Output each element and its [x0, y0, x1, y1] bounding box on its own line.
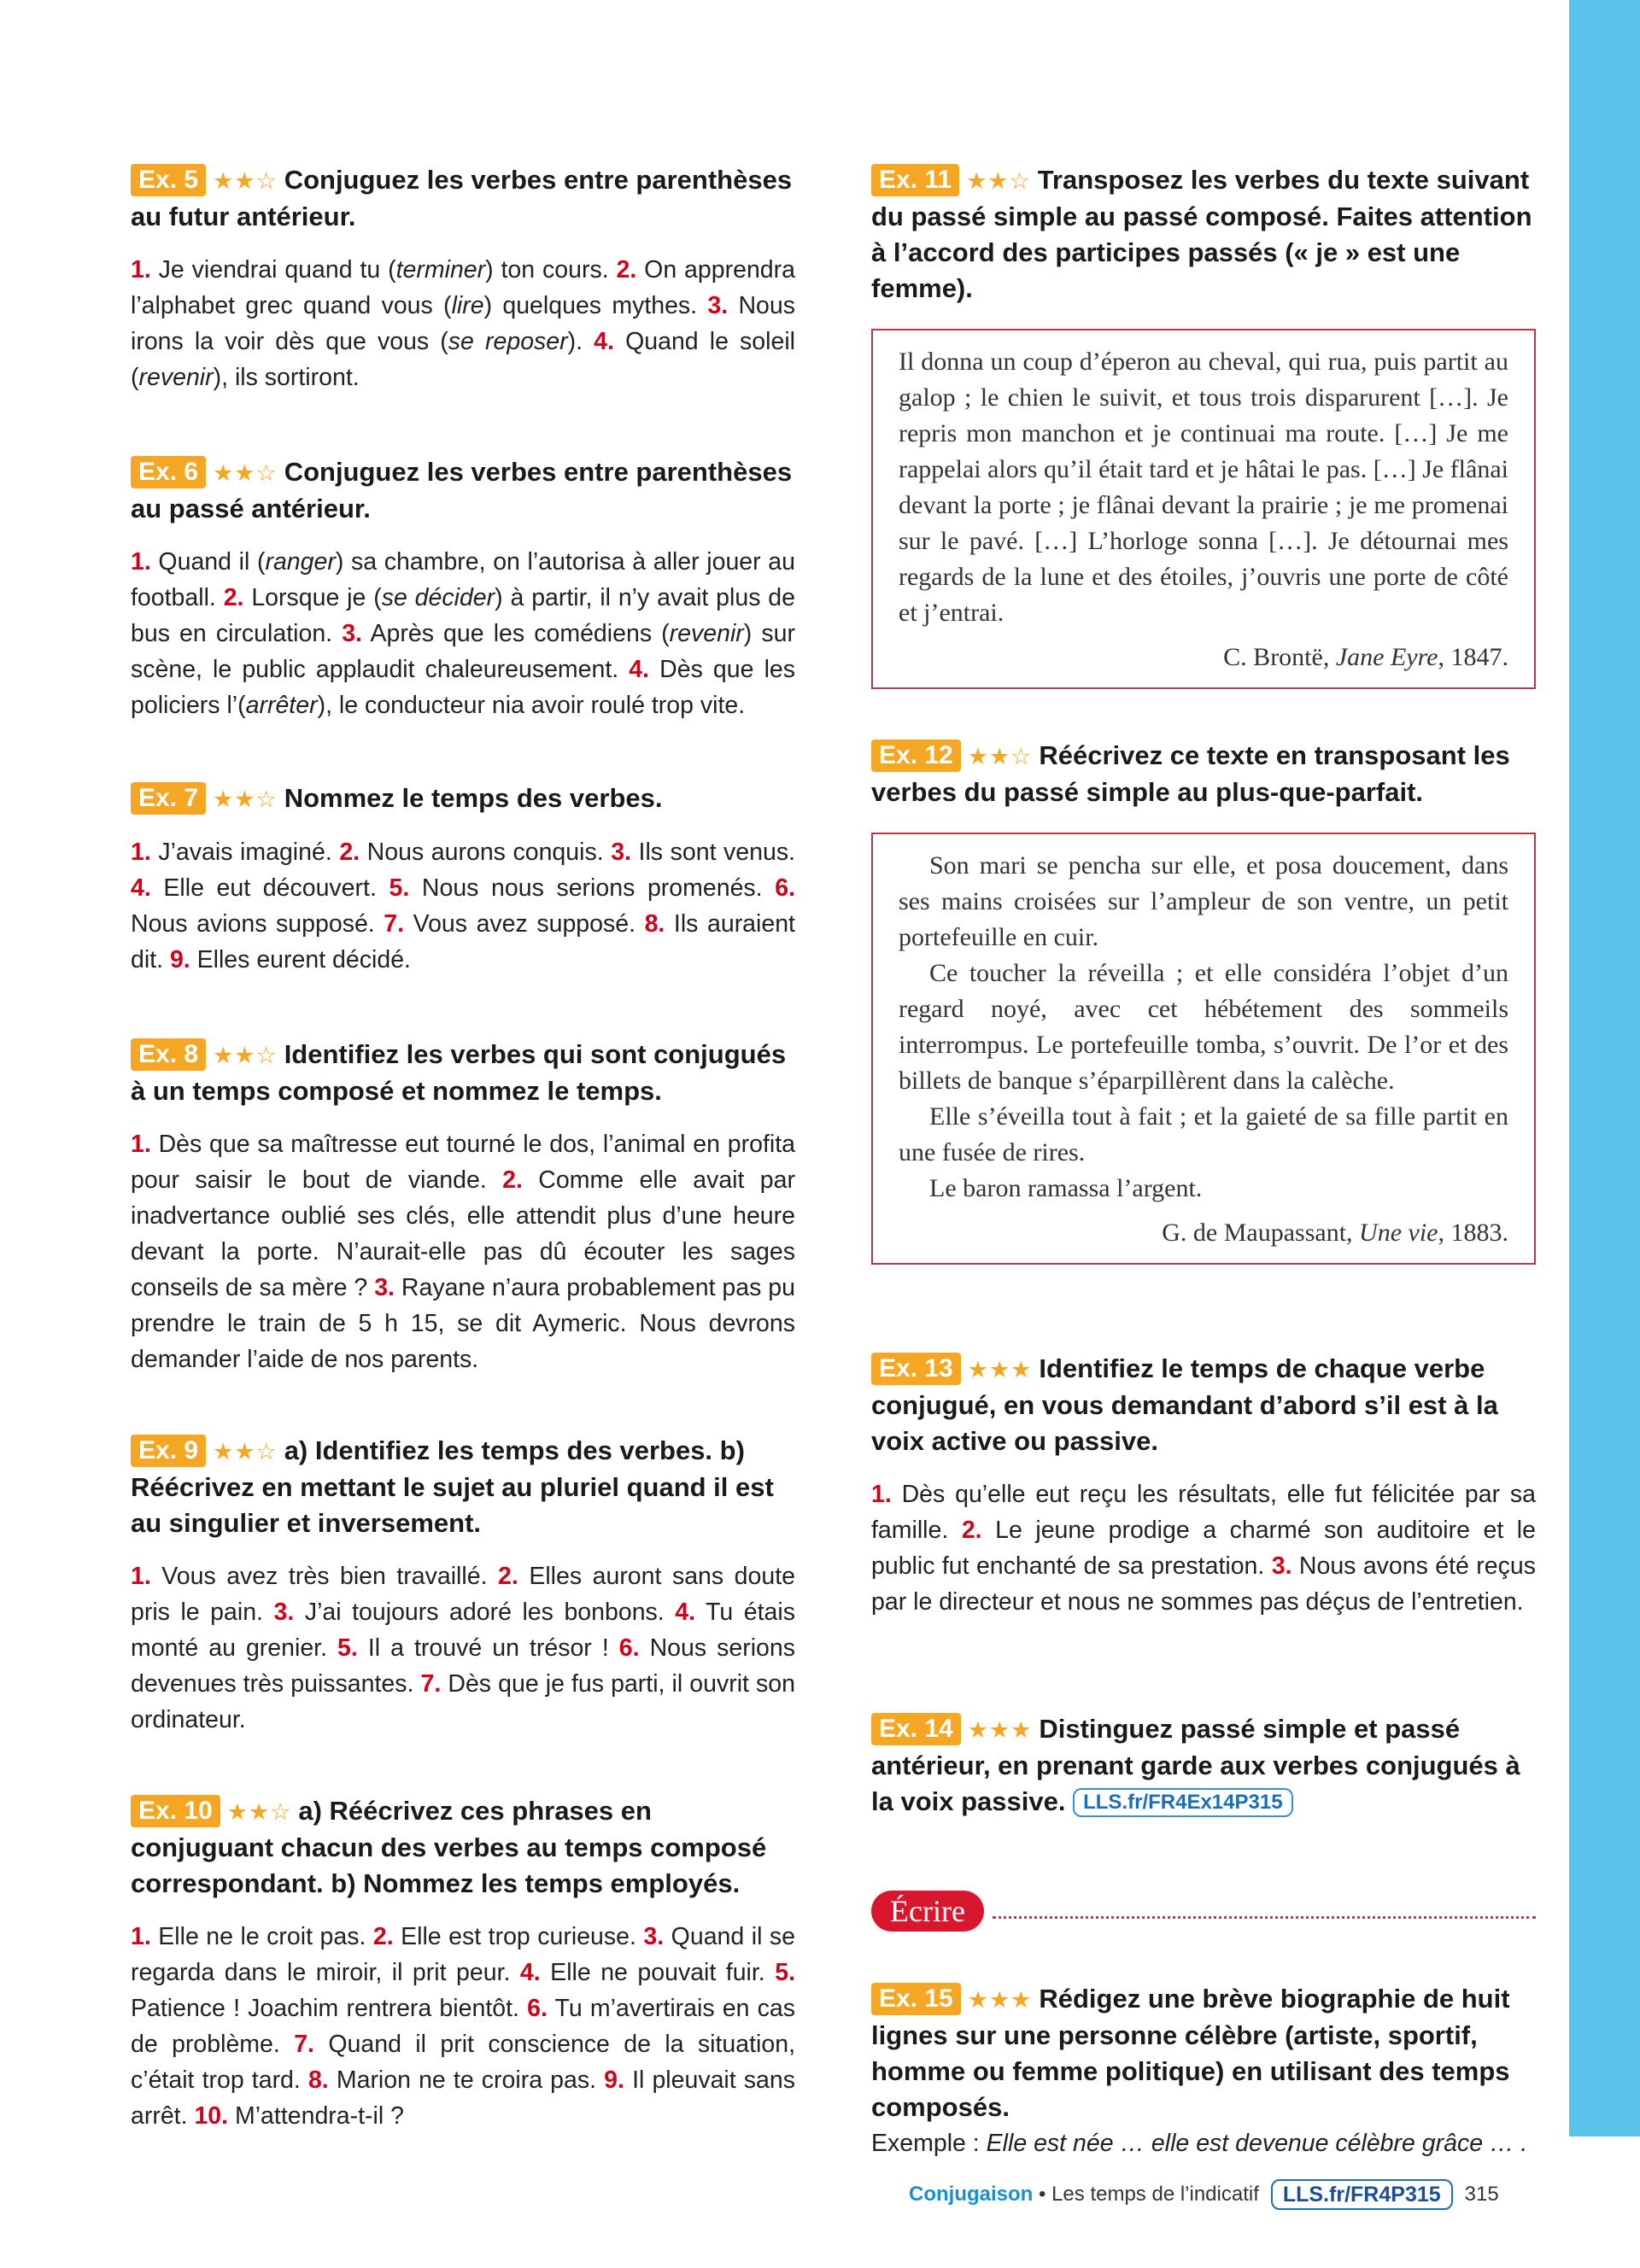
question-item: 4. Tu étais monté au grenier. [131, 1599, 795, 1662]
exercise-13-items [871, 1476, 1536, 1620]
verb-infinitive: se décider [381, 584, 495, 611]
question-item: 2. Nous aurons conquis. [339, 839, 612, 866]
question-number: 4. [675, 1599, 696, 1626]
question-number: 10. [194, 2102, 229, 2130]
question-item: 3. Nous irons la voir dès que vous (se reposer). [131, 292, 796, 355]
question-item: 9. Il pleuvait sans arrêt. [131, 2066, 795, 2130]
question-item: 2. Elles auront sans doute pris le pain. [131, 1563, 795, 1626]
verb-infinitive: revenir [138, 364, 214, 391]
exercise-14-link[interactable]: LLS.fr/FR4Ex14P315 [1073, 1788, 1292, 1817]
verb-infinitive: arrêter [245, 692, 318, 719]
question-number: 1. [131, 1923, 151, 1950]
exercise-badge: Ex. 11 [871, 164, 959, 196]
question-number: 1. [871, 1481, 892, 1508]
exercise-badge: Ex. 9 [131, 1435, 206, 1467]
question-item: 1. Je viendrai quand tu (terminer) ton cours. [131, 256, 617, 284]
question-item: 3. Nous avons été reçus par le directeur et nous ne sommes pas déçus de l’entretien. [871, 1552, 1536, 1616]
question-item: 6. Nous avions supposé. [131, 874, 795, 938]
question-number: 9. [169, 946, 190, 973]
question-number: 3. [611, 839, 631, 866]
exercise-6-heading [131, 454, 795, 527]
dotted-divider [993, 1904, 1536, 1919]
question-number: 6. [775, 874, 795, 902]
excerpt-box [871, 833, 1536, 1265]
question-item: 4. Quand le soleil (revenir), ils sortiront. [131, 328, 796, 391]
exercise-badge: Ex. 13 [871, 1353, 961, 1385]
source-title: Une vie [1359, 1219, 1438, 1247]
source-title: Jane Eyre [1335, 643, 1438, 671]
verb-infinitive: terminer [395, 256, 486, 284]
question-number: 3. [643, 1923, 665, 1950]
exercise-12-heading [871, 738, 1536, 810]
exercise-11-heading [871, 162, 1536, 307]
exercise-15 [871, 1981, 1536, 2161]
question-item: 1. J’avais imaginé. [131, 839, 340, 866]
question-number: 2. [502, 1166, 523, 1194]
exercise-9-items [131, 1558, 795, 1738]
ecrire-section-header [871, 1891, 1536, 1932]
exercise-8-items [131, 1126, 795, 1377]
side-accent-bar [1569, 0, 1640, 2136]
example-label: Exemple : [871, 2130, 987, 2157]
question-number: 6. [527, 1995, 548, 2022]
question-number: 7. [420, 1670, 442, 1698]
verb-infinitive: revenir [669, 620, 744, 647]
page-footer [909, 2179, 1499, 2210]
footer-link[interactable]: LLS.fr/FR4P315 [1271, 2179, 1453, 2210]
question-number: 2. [498, 1563, 518, 1590]
exercise-8-heading [131, 1037, 795, 1109]
question-number: 5. [389, 874, 410, 902]
exercise-7-items [131, 834, 795, 978]
exercise-12 [871, 738, 1536, 1265]
source-year: , 1847. [1438, 643, 1508, 671]
question-number: 1. [131, 1563, 151, 1590]
exercise-instruction: Nommez le temps des verbes. [284, 783, 663, 813]
exercise-5-items [131, 252, 795, 395]
question-number: 4. [629, 656, 650, 683]
question-item: 2. Elle est trop curieuse. [372, 1923, 644, 1950]
source-author: G. de Maupassant, [1162, 1219, 1360, 1247]
question-number: 8. [644, 910, 665, 938]
question-item: 5. Il a trouvé un trésor ! [337, 1634, 619, 1662]
page-number: 315 [1464, 2183, 1499, 2206]
question-item: 7. Dès que je fus parti, il ouvrit son ordinateur. [131, 1670, 795, 1733]
excerpt-paragraph: Le baron ramassa l’argent. [929, 1174, 1203, 1202]
exercise-15-heading [871, 1981, 1536, 2125]
exercise-instruction: Rédigez une brève biographie de huit lignes sur une personne célèbre (artiste, sportif, homme ou femme politique) en utilisant des temps composés. [871, 1984, 1510, 2122]
question-item: 4. Elle ne pouvait fuir. [519, 1959, 776, 1986]
question-item: 1. Quand il (ranger) sa chambre, on l’autorisa à aller jouer au football. [131, 548, 795, 611]
exercise-instruction: a) Réécrivez ces phrases en conjuguant chacun des verbes au temps composé correspondant. b) Nommez les temps employés. [131, 1796, 767, 1898]
exercise-badge: Ex. 10 [131, 1795, 220, 1827]
exercise-13 [871, 1351, 1536, 1620]
question-number: 6. [618, 1634, 640, 1662]
difficulty-stars-icon: ★★☆ [213, 1043, 278, 1068]
difficulty-stars-icon: ★★☆ [213, 786, 278, 812]
exercise-badge: Ex. 6 [131, 456, 206, 488]
excerpt-text: Il donna un coup d’éperon au cheval, qui rua, puis partit au galop ; le chien le suivit, et tous trois disparurent […]. Je repris mon manchon et je continuai ma route. […] Je me rappelai alors qu’il était tard et je hâtai le pas. […] Je flânai devant la porte ; je flânai devant la prairie ; je me promenai sur le pavé. […] L’horloge sonna […]. Je détournai mes regards de la lune et des étoiles, j’ouvris une porte de côté et j’entrai. [899, 348, 1508, 627]
exercise-6 [131, 454, 795, 723]
source-author: C. Brontë, [1223, 643, 1336, 671]
exercise-10 [131, 1793, 795, 2134]
exercise-instruction: Distinguez passé simple et passé antérieur, en prenant garde aux verbes conjugués à la voix passive. [871, 1714, 1520, 1816]
verb-infinitive: lire [451, 292, 484, 319]
question-number: 1. [131, 256, 151, 284]
difficulty-stars-icon: ★★☆ [213, 460, 278, 486]
difficulty-stars-icon: ★★☆ [213, 168, 278, 194]
exercise-11 [871, 162, 1536, 689]
exercise-badge: Ex. 5 [131, 164, 206, 196]
question-item: 2. Lorsque je (se décider) à partir, il n’y avait plus de bus en circulation. [131, 584, 796, 647]
footer-chapter: Les temps de l’indicatif [1051, 2183, 1259, 2206]
exercise-9-heading [131, 1433, 795, 1541]
question-item: 3. Rayane n’aura probablement pas pu prendre le train de 5 h 15, se dit Aymeric. Nous devrons demander l’aide de nos parents. [131, 1274, 795, 1373]
question-item: 2. Le jeune prodige a charmé son auditoire et le public fut enchanté de sa prestation. [871, 1517, 1536, 1580]
question-number: 5. [775, 1959, 795, 1986]
exercise-10-items [131, 1919, 795, 2134]
question-item: 1. Dès qu’elle eut reçu les résultats, elle fut félicitée par sa famille. [871, 1481, 1536, 1544]
question-number: 3. [273, 1599, 295, 1626]
excerpt-paragraph: Ce toucher la réveilla ; et elle considéra l’objet d’un regard noyé, avec cet hébétement des sommeils interrompus. Le portefeuille tomba, s’ouvrit. De l’or et des billets de banque s’éparpillèrent dans la calèche. [899, 959, 1508, 1095]
exercise-8 [131, 1037, 795, 1377]
exercise-14 [871, 1711, 1536, 1820]
question-number: 3. [1271, 1552, 1292, 1580]
source-year: , 1883. [1438, 1219, 1508, 1247]
exercise-9 [131, 1433, 795, 1738]
exercise-badge: Ex. 8 [131, 1038, 206, 1071]
exercise-badge: Ex. 14 [871, 1713, 961, 1745]
exercise-badge: Ex. 7 [131, 782, 206, 815]
exercise-instruction: Identifiez le temps de chaque verbe conjugué, en vous demandant d’abord s’il est à la voix active ou passive. [871, 1353, 1498, 1456]
difficulty-stars-icon: ★★☆ [226, 1799, 292, 1825]
question-item: 6. Tu m’avertirais en cas de problème. [131, 1995, 795, 2058]
question-number: 7. [384, 910, 405, 938]
question-item: 10. M’attendra-t-il ? [194, 2102, 404, 2130]
excerpt-box [871, 329, 1536, 689]
question-number: 1. [131, 548, 151, 576]
question-item: 8. Ils auraient dit. [131, 910, 795, 973]
question-item: 1. Elle ne le croit pas. [131, 1923, 373, 1950]
question-number: 1. [131, 1131, 151, 1158]
question-number: 2. [372, 1923, 394, 1950]
excerpt-paragraph: Elle s’éveilla tout à fait ; et la gaieté de sa fille partit en une fusée de rires. [899, 1102, 1508, 1166]
difficulty-stars-icon: ★★★ [967, 1717, 1033, 1743]
exercise-instruction: Conjuguez les verbes entre parenthèses au futur antérieur. [131, 165, 793, 231]
question-number: 5. [337, 1634, 358, 1662]
question-item: 5. Nous nous serions promenés. [389, 874, 776, 902]
exercise-10-heading [131, 1793, 795, 1902]
ecrire-label: Écrire [871, 1891, 984, 1932]
question-item: 4. Elle eut découvert. [131, 874, 390, 902]
exercise-14-heading [871, 1711, 1536, 1820]
exercise-15-example [871, 2125, 1536, 2161]
question-item: 9. Elles eurent décidé. [169, 946, 411, 973]
question-number: 4. [131, 874, 151, 902]
exercise-instruction: Identifiez les verbes qui sont conjugués à un temps composé et nommez le temps. [131, 1039, 787, 1106]
question-number: 3. [707, 292, 729, 319]
question-number: 2. [339, 839, 360, 866]
exercise-instruction: Réécrivez ce texte en transposant les verbes du passé simple au plus-que-parfait. [871, 740, 1510, 807]
excerpt-source [899, 1215, 1508, 1251]
excerpt-paragraph: Son mari se pencha sur elle, et posa doucement, dans ses mains croisées sur l’ampleur de son ventre, un petit portefeuille en cuir. [899, 851, 1508, 951]
difficulty-stars-icon: ★★☆ [966, 168, 1031, 194]
difficulty-stars-icon: ★★★ [967, 1357, 1033, 1382]
example-text: Elle est née … elle est devenue célèbre grâce … . [986, 2130, 1528, 2157]
difficulty-stars-icon: ★★★ [967, 1987, 1033, 2013]
verb-infinitive: ranger [265, 548, 336, 576]
question-item: 3. Après que les comédiens (revenir) sur scène, le public applaudit chaleureusement. [131, 620, 795, 683]
exercise-13-heading [871, 1351, 1536, 1459]
question-item: 5. Patience ! Joachim rentrera bientôt. [131, 1959, 795, 2022]
difficulty-stars-icon: ★★☆ [213, 1439, 278, 1464]
question-number: 2. [961, 1517, 982, 1544]
excerpt-source [899, 640, 1508, 675]
question-number: 3. [374, 1274, 395, 1301]
exercise-5 [131, 162, 795, 395]
exercise-instruction: Transposez les verbes du texte suivant du passé simple au passé composé. Faites attention à l’accord des participes passés (« je » est une femme). [871, 165, 1532, 303]
question-item: 3. Ils sont venus. [611, 839, 796, 866]
question-number: 3. [342, 620, 362, 647]
question-item: 1. Vous avez très bien travaillé. [131, 1563, 499, 1590]
question-item: 2. Comme elle avait par inadvertance oublié ses clés, elle attendit plus d’une heure devant la porte. N’aurait-elle pas dû écouter les sages conseils de sa mère ? [131, 1166, 795, 1301]
question-number: 1. [131, 839, 151, 866]
exercise-6-items [131, 544, 795, 723]
difficulty-stars-icon: ★★☆ [967, 744, 1033, 769]
question-item: 4. Dès que les policiers l’(arrêter), le conducteur nia avoir roulé trop vite. [131, 656, 796, 719]
question-item: 3. J’ai toujours adoré les bonbons. [273, 1599, 676, 1626]
question-number: 4. [519, 1959, 541, 1986]
question-number: 8. [308, 2066, 329, 2094]
exercise-instruction: a) Identifiez les temps des verbes. b) Réécrivez en mettant le sujet au pluriel quand il est au singulier et inversement. [131, 1435, 774, 1538]
footer-section: Conjugaison [909, 2183, 1034, 2206]
exercise-badge: Ex. 12 [871, 739, 961, 772]
exercise-7 [131, 780, 795, 978]
exercise-7-heading [131, 780, 795, 817]
question-number: 4. [594, 328, 614, 355]
question-number: 2. [616, 256, 637, 284]
question-number: 9. [604, 2066, 624, 2094]
exercise-5-heading [131, 162, 795, 235]
question-number: 7. [294, 2031, 314, 2058]
verb-infinitive: se reposer [448, 328, 568, 355]
question-item: 7. Vous avez supposé. [384, 910, 645, 938]
question-item: 1. Dès que sa maîtresse eut tourné le dos, l’animal en profita pour saisir le bout de viande. [131, 1131, 795, 1194]
question-item: 7. Quand il prit conscience de la situation, c’était trop tard. [131, 2031, 795, 2094]
question-item: 6. Nous serions devenues très puissantes. [131, 1634, 795, 1698]
question-number: 2. [223, 584, 244, 611]
exercise-instruction: Conjuguez les verbes entre parenthèses au passé antérieur. [131, 457, 793, 523]
question-item: 8. Marion ne te croira pas. [308, 2066, 605, 2094]
question-item: 3. Quand il se regarda dans le miroir, il prit peur. [131, 1923, 795, 1986]
question-item: 2. On apprendra l’alphabet grec quand vous (lire) quelques mythes. [131, 256, 795, 319]
exercise-badge: Ex. 15 [871, 1983, 961, 2015]
footer-separator: • [1033, 2183, 1052, 2206]
